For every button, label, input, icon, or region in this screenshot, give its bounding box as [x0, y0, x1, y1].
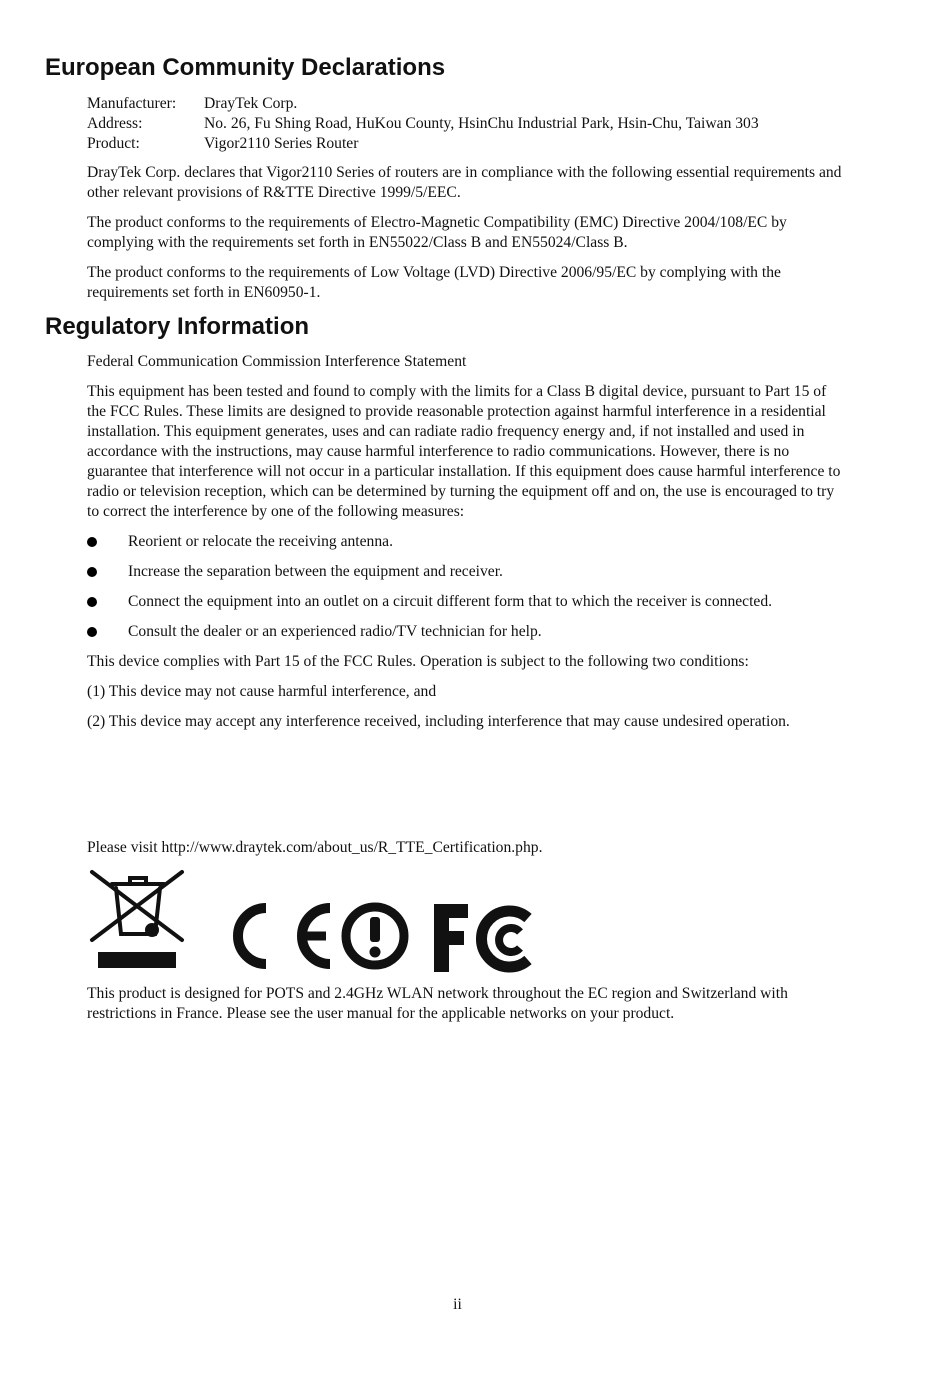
product-value: Vigor2110 Series Router: [204, 135, 359, 152]
page-number: ii: [453, 1296, 462, 1313]
manufacturer-value: DrayTek Corp.: [204, 95, 298, 112]
list-item-text: Connect the equipment into an outlet on a circuit different form that to which the receiver is connected.: [128, 593, 773, 610]
regulatory-body: [87, 352, 847, 742]
condition-1: (1) This device may not cause harmful interference, and: [87, 683, 437, 700]
address-label: Address:: [87, 115, 143, 132]
fcc-subtitle: Federal Communication Commission Interference Statement: [87, 353, 467, 370]
list-item: [87, 532, 847, 552]
certification-logos: [88, 868, 548, 978]
fcc-compliance-paragraph: This device complies with Part 15 of the FCC Rules. Operation is subject to the following two conditions:: [87, 653, 749, 670]
product-row: [87, 134, 759, 154]
regulatory-heading: Regulatory Information: [45, 313, 310, 340]
manufacturer-row: [87, 94, 759, 114]
manufacturer-label: Manufacturer:: [87, 95, 177, 112]
address-value: No. 26, Fu Shing Road, HuKou County, HsinChu Industrial Park, Hsin-Chu, Taiwan 303: [204, 115, 759, 132]
fcc-logo-icon: [430, 898, 534, 978]
ec-body: [87, 163, 847, 313]
ec-paragraph: DrayTek Corp. declares that Vigor2110 Series of routers are in compliance with the following essential requirements and other relevant provisions of R&TTE Directive 1999/5/EEC.: [87, 164, 842, 201]
ec-declarations-heading: European Community Declarations: [45, 54, 446, 81]
manufacturer-info: [87, 94, 759, 154]
list-item-text: Reorient or relocate the receiving antenna.: [128, 533, 393, 550]
alert-class2-icon: [340, 902, 412, 974]
bullet-icon: [87, 597, 97, 607]
bullet-icon: [87, 567, 97, 577]
certification-link-text: Please visit http://www.draytek.com/about_us/R_TTE_Certification.php.: [87, 839, 543, 856]
address-row: [87, 114, 759, 134]
ec-paragraph: The product conforms to the requirements of Electro-Magnetic Compatibility (EMC) Directive 2004/108/EC by complying with the requirements set forth in EN55022/Class B and EN55024/Class B.: [87, 214, 787, 251]
measures-list: [87, 532, 847, 642]
list-item: [87, 622, 847, 642]
bullet-icon: [87, 537, 97, 547]
list-item: [87, 592, 847, 612]
list-item-text: Consult the dealer or an experienced radio/TV technician for help.: [128, 623, 542, 640]
list-item: [87, 562, 847, 582]
bullet-icon: [87, 627, 97, 637]
condition-2: (2) This device may accept any interference received, including interference that may cause undesired operation.: [87, 713, 790, 730]
product-label: Product:: [87, 135, 140, 152]
list-item-text: Increase the separation between the equipment and receiver.: [128, 563, 503, 580]
fcc-intro-paragraph: This equipment has been tested and found to comply with the limits for a Class B digital device, pursuant to Part 15 of the FCC Rules. These limits are designed to provide reasonable protection against harmful interference in a residential installation. This equipment generates, uses and can radiate radio frequency energy and, if not installed and used in accordance with the instructions, may cause harmful interference to radio communications. However, there is no guarantee that interference will not occur in a particular installation. If this equipment does cause harmful interference to radio or television reception, which can be determined by turning the equipment off and on, the use is encouraged to try to correct the interference by one of the following measures:: [87, 383, 841, 520]
ce-mark-icon: [214, 902, 336, 970]
ec-paragraph: The product conforms to the requirements of Low Voltage (LVD) Directive 2006/95/EC by complying with the requirements set forth in EN60950-1.: [87, 264, 781, 301]
weee-bin-icon: [88, 868, 188, 972]
final-paragraph: This product is designed for POTS and 2.4GHz WLAN network throughout the EC region and Switzerland with restrictions in France. Please see the user manual for the applicable networks on your product.: [87, 985, 788, 1022]
